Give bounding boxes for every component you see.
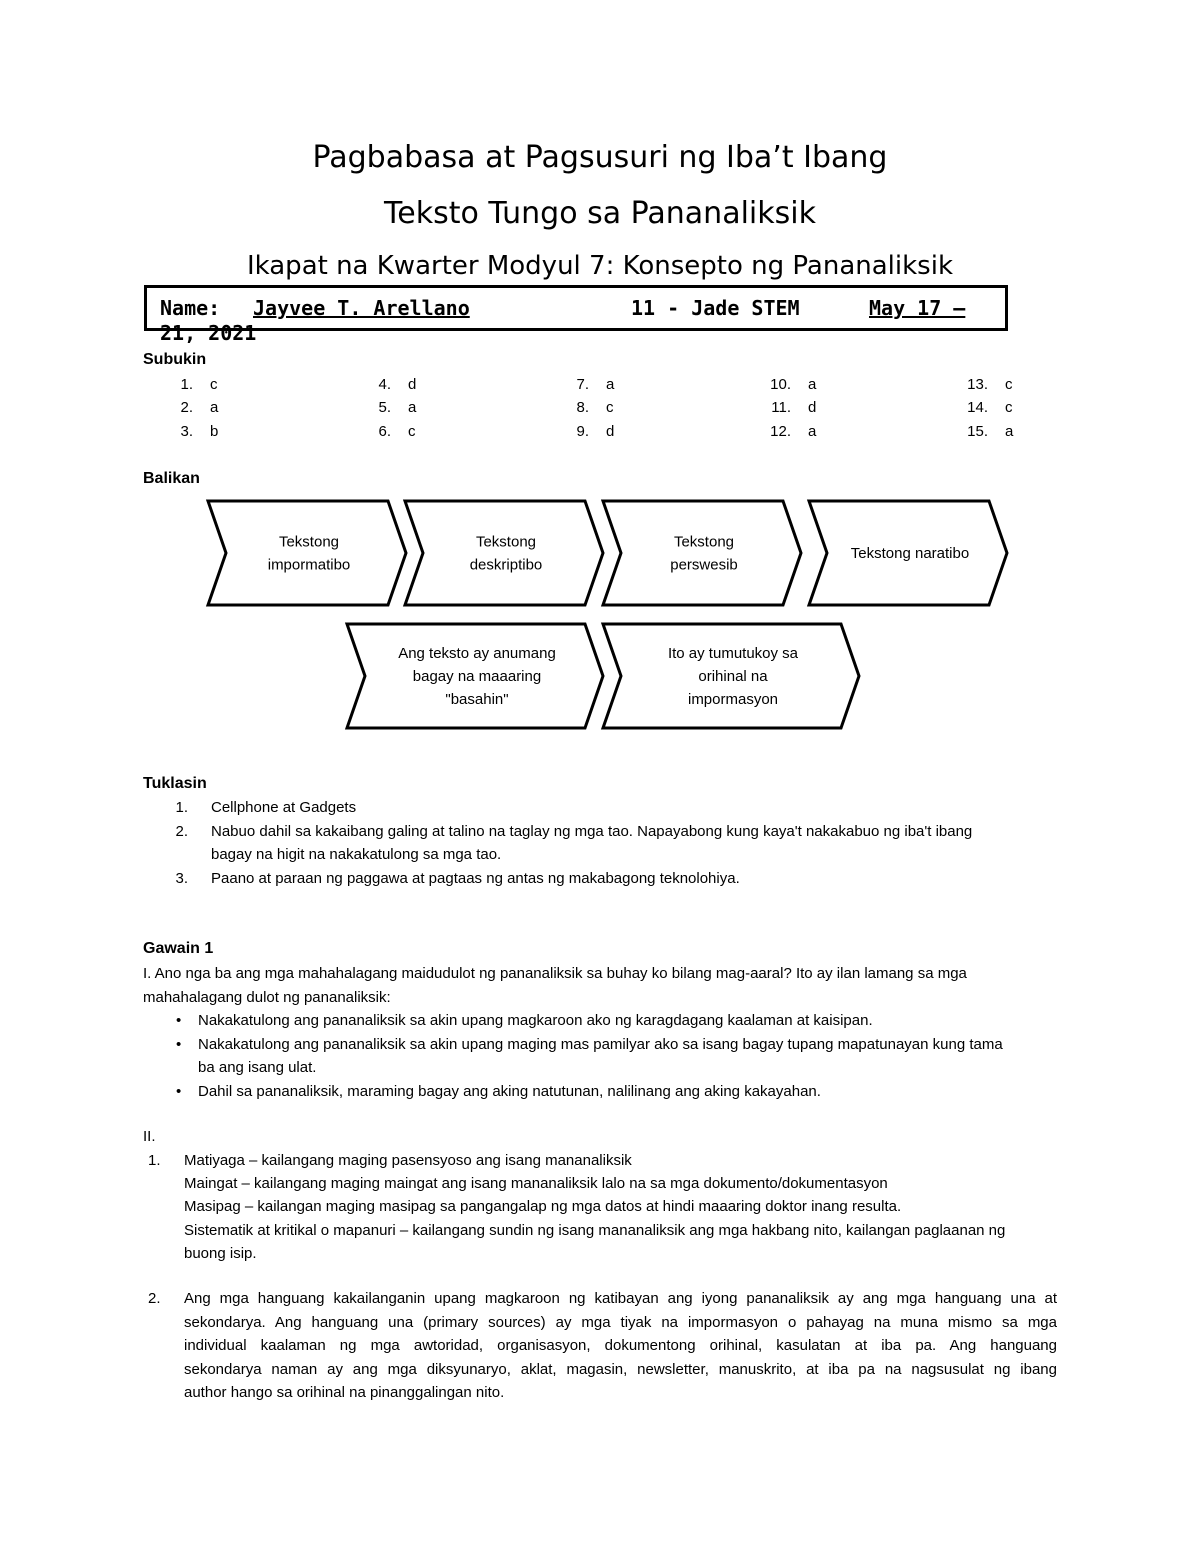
- bullet-text: Nakakatulong ang pananaliksik sa akin upang maging mas pamilyar ako sa isang bagay tupang mapatunayan kung tama: [198, 1035, 1003, 1053]
- chevron-shape: [405, 501, 603, 605]
- list-item-text: Nabuo dahil sa kakaibang galing at talino na taglay ng mga tao. Napayabong kung kaya't nakakabuo ng iba't ibang: [211, 822, 973, 840]
- document-title-line2: Teksto Tungo sa Pananaliksik: [384, 196, 816, 231]
- answer-number: 1.: [180, 376, 193, 393]
- gawain-intro-line: mahahalagang dulot ng pananaliksik:: [143, 988, 391, 1006]
- chevron-label: Tekstong: [673, 533, 735, 551]
- chevron-label: Tekstong: [278, 533, 340, 551]
- answer-letter: a: [606, 376, 615, 393]
- answer-number: 4.: [378, 376, 391, 393]
- answer-number: 14.: [967, 399, 988, 416]
- answer-letter: a: [1005, 423, 1014, 440]
- document-title-line1: Pagbabasa at Pagsusuri ng Iba’t Ibang: [312, 140, 888, 175]
- student-name: Jayvee T. Arellano: [253, 296, 470, 320]
- answer-number: 3.: [180, 423, 193, 440]
- answer-letter: a: [808, 423, 817, 440]
- chevron-shape: [603, 501, 801, 605]
- chevron-label: Tekstong naratibo: [850, 545, 970, 562]
- chevron-step: [603, 624, 859, 728]
- chevron-shape: [208, 501, 406, 605]
- name-label: Name:: [160, 296, 221, 320]
- chevron-step: [405, 501, 603, 605]
- chevron-label: orihinal na: [698, 668, 768, 685]
- item-number: 2.: [148, 1290, 161, 1307]
- answer-number: 12.: [770, 423, 791, 440]
- chevron-step: [603, 501, 801, 605]
- item-number: 1.: [148, 1152, 161, 1169]
- list-number: 3.: [175, 869, 188, 887]
- grade-section: 11 - Jade STEM: [631, 296, 800, 320]
- answer-letter: d: [408, 376, 417, 393]
- answer-number: 2.: [180, 399, 193, 416]
- answer-letter: c: [1005, 376, 1013, 393]
- bullet-icon: •: [176, 1082, 182, 1100]
- answer-letter: c: [210, 376, 218, 393]
- part-two-label: II.: [143, 1128, 156, 1145]
- chevron-diagram: [0, 490, 1200, 750]
- balikan-heading: Balikan: [143, 470, 200, 487]
- trait-line: Sistematik at kritikal o mapanuri – kailangang sundin ng isang mananaliksik ang mga hakbang nito, kailangan paglaanan ng: [184, 1221, 1006, 1239]
- tuklasin-heading: Tuklasin: [143, 775, 207, 792]
- list-number: 2.: [175, 822, 188, 840]
- answer-number: 15.: [967, 423, 988, 440]
- answer-number: 9.: [576, 423, 589, 440]
- answer-number: 5.: [378, 399, 391, 416]
- trait-line: buong isip.: [184, 1244, 257, 1262]
- source-paragraph-line: author hango sa orihinal na pinanggalingan nito.: [184, 1384, 505, 1401]
- gawain-intro-line: I. Ano nga ba ang mga mahahalagang maidudulot ng pananaliksik sa buhay ko bilang mag-aaral? Ito ay ilan lamang sa mga: [143, 965, 967, 982]
- list-number: 1.: [175, 799, 188, 816]
- answer-letter: d: [606, 423, 615, 440]
- trait-line: Maingat – kailangang maging maingat ang isang mananaliksik lalo na sa mga dokumento/dokumentasyon: [184, 1175, 888, 1193]
- answer-letter: a: [408, 399, 417, 416]
- bullet-icon: •: [176, 1035, 182, 1053]
- chevron-label: bagay na maaaring: [412, 668, 542, 685]
- chevron-label: Ito ay tumutukoy sa: [667, 645, 799, 662]
- chevron-step: [347, 624, 603, 728]
- source-paragraph-line: individual kaalaman ng mga awtoridad, organisasyon, dokumentong orihinal, kasulatan at iba pa. Ang hanguang: [184, 1337, 1057, 1354]
- subukin-heading: Subukin: [143, 351, 207, 368]
- answer-number: 6.: [378, 423, 391, 440]
- bullet-text: Nakakatulong ang pananaliksik sa akin upang magkaroon ako ng karagdagang kaalaman at kaisipan.: [198, 1012, 873, 1029]
- date-range: May 17 –: [869, 296, 966, 320]
- chevron-label: Tekstong: [475, 533, 537, 551]
- answer-letter: d: [808, 399, 817, 416]
- answer-letter: c: [408, 423, 416, 440]
- source-paragraph-line: sekondarya naman ay ang mga diksyunaryo, aklat, magasin, newsletter, manuskrito, at iba pa na nagsusulat ng ibang: [184, 1360, 1057, 1378]
- answer-number: 11.: [771, 399, 791, 416]
- answer-letter: a: [808, 376, 817, 393]
- chevron-label: deskriptibo: [469, 556, 543, 574]
- answer-letter: c: [606, 399, 614, 416]
- answer-letter: a: [210, 399, 219, 416]
- answer-number: 8.: [576, 399, 589, 416]
- student-info-box: [144, 285, 1008, 345]
- bullet-text: ba ang isang ulat.: [198, 1059, 317, 1076]
- chevron-step: [208, 501, 406, 605]
- source-paragraph-line: Ang mga hanguang kakailanganin upang magkaroon ng katibayan ang iyong pananaliksik ay ang mga hanguang una at: [184, 1290, 1057, 1307]
- chevron-label: Ang teksto ay anumang: [398, 645, 556, 662]
- source-paragraph-line: sekondarya. Ang hanguang una (primary sources) ay mga tiyak na impormasyon o pahayag na muna mismo sa mga: [184, 1313, 1057, 1331]
- answer-number: 13.: [967, 376, 988, 393]
- chevron-label: perswesib: [670, 556, 738, 574]
- answer-number: 7.: [576, 376, 589, 393]
- gawain-heading: Gawain 1: [143, 940, 214, 957]
- bullet-text: Dahil sa pananaliksik, maraming bagay ang aking natutunan, nalilinang ang aking kakayahan.: [198, 1082, 821, 1100]
- date-overflow: 21, 2021: [160, 321, 257, 345]
- trait-line: Matiyaga – kailangang maging pasensyoso ang isang mananaliksik: [184, 1152, 632, 1169]
- module-title: Ikapat na Kwarter Modyul 7: Konsepto ng Pananaliksik: [246, 251, 953, 281]
- list-item-text: bagay na higit na nakakatulong sa mga tao.: [211, 846, 502, 863]
- trait-line: Masipag – kailangan maging masipag sa pangangalap ng mga datos at hindi maaaring doktor inang resulta.: [184, 1198, 902, 1216]
- list-item-text: Cellphone at Gadgets: [211, 799, 357, 816]
- chevron-label: impormasyon: [687, 691, 779, 708]
- bullet-icon: •: [176, 1012, 182, 1029]
- answer-letter: b: [210, 423, 219, 440]
- list-item-text: Paano at paraan ng paggawa at pagtaas ng antas ng makabagong teknolohiya.: [211, 869, 740, 887]
- answer-letter: c: [1005, 399, 1013, 416]
- chevron-label: impormatibo: [267, 556, 351, 574]
- answer-number: 10.: [770, 376, 791, 393]
- chevron-label: "basahin": [445, 691, 509, 708]
- chevron-step: [809, 501, 1007, 605]
